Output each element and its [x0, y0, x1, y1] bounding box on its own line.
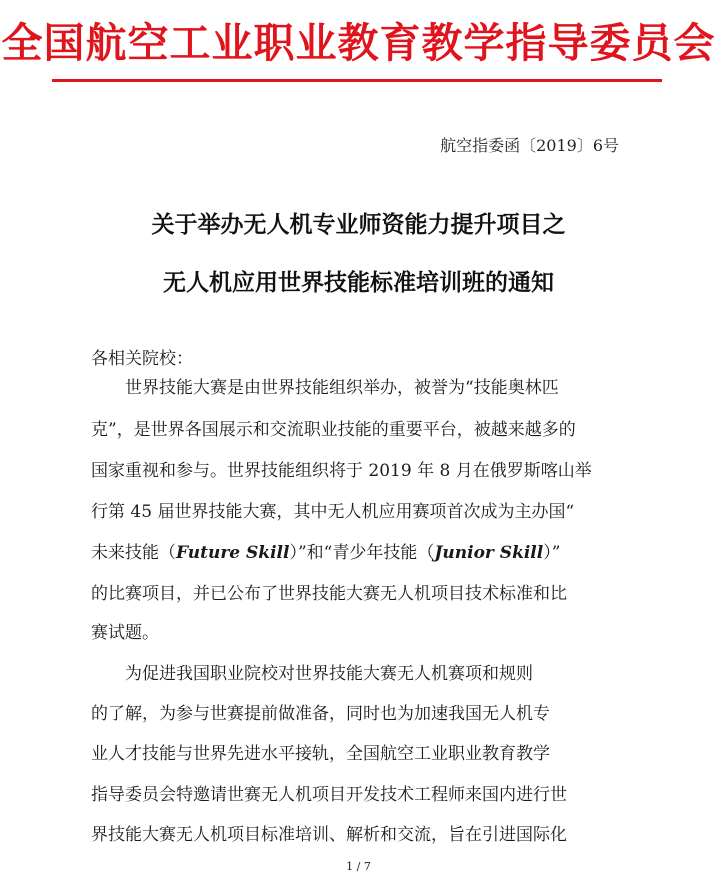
- paragraph-line: 克”，是世界各国展示和交流职业技能的重要平台，被越来越多的: [91, 420, 576, 440]
- text-segment: ）”和“青少年技能（: [289, 543, 435, 563]
- paragraph-line: 界技能大赛无人机项目标准培训、解析和交流，旨在引进国际化: [91, 825, 567, 845]
- org-header-title: 全国航空工业职业教育教学指导委员会: [1, 19, 716, 67]
- paragraph-line: [91, 545, 560, 562]
- paragraph-line: 赛试题。: [91, 623, 159, 643]
- paragraph-line: 业人才技能与世界先进水平接轨，全国航空工业职业教育教学: [91, 744, 550, 764]
- document-number: 航空指委函〔2019〕6号: [440, 136, 619, 155]
- header-red-rule: [52, 79, 662, 82]
- paragraph-line: 世界技能大赛是由世界技能组织举办，被誉为“技能奥林匹: [125, 378, 559, 398]
- future-skill-term: Future Skill: [176, 543, 290, 563]
- salutation: 各相关院校：: [91, 349, 193, 369]
- paragraph-line: 的比赛项目，并已公布了世界技能大赛无人机项目技术标准和比: [91, 584, 567, 604]
- page-indicator: 1 / 7: [346, 860, 371, 873]
- junior-skill-term: Junior Skill: [434, 543, 544, 563]
- paragraph-line: 国家重视和参与。世界技能组织将于 2019 年 8 月在俄罗斯喀山举: [91, 461, 592, 481]
- paragraph-line: 指导委员会特邀请世赛无人机项目开发技术工程师来国内进行世: [91, 785, 567, 805]
- text-segment: 未来技能（: [91, 543, 176, 563]
- notice-title-line-1: 关于举办无人机专业师资能力提升项目之: [151, 211, 566, 238]
- paragraph-line: 为促进我国职业院校对世界技能大赛无人机赛项和规则: [125, 664, 533, 684]
- paragraph-line: 的了解，为参与世赛提前做准备，同时也为加速我国无人机专: [91, 704, 550, 724]
- text-segment: ）”: [543, 543, 561, 563]
- notice-title-line-2: 无人机应用世界技能标准培训班的通知: [163, 269, 554, 296]
- paragraph-line: 行第 45 届世界技能大赛，其中无人机应用赛项首次成为主办国“: [91, 502, 575, 522]
